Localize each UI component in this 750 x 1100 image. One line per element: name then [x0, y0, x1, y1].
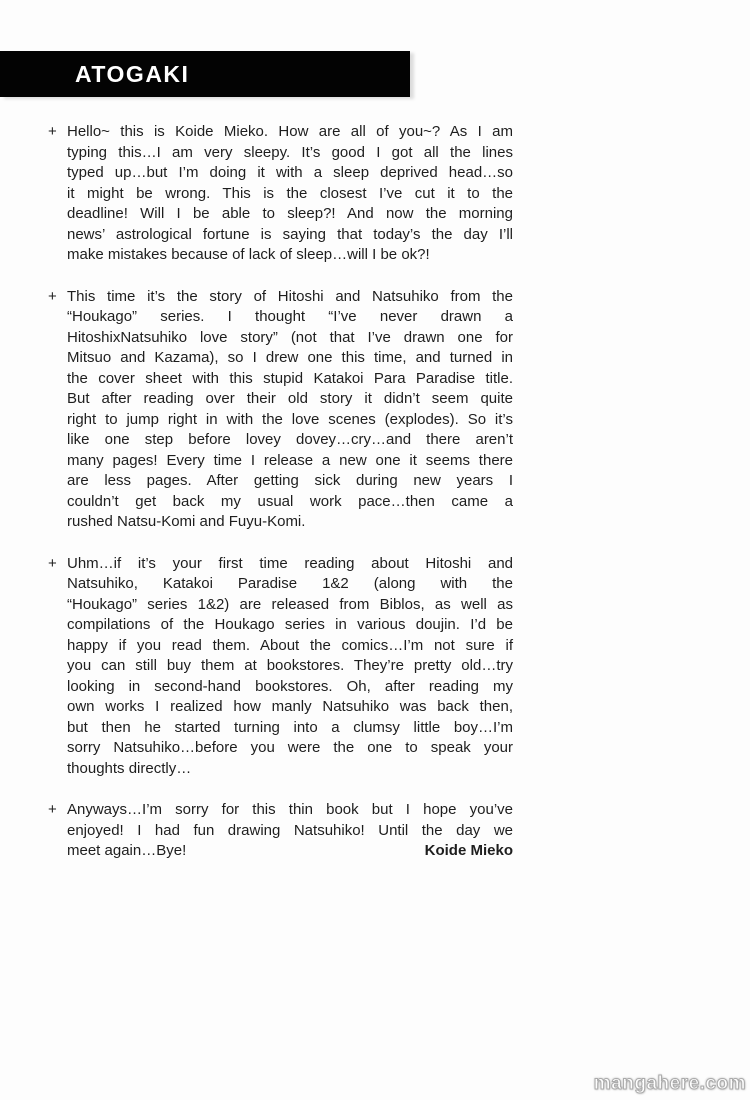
watermark-text: mangahere.com [593, 1073, 746, 1094]
paragraph [48, 554, 513, 780]
paragraph-line: make mistakes because of lack of sleep…will I be ok?! [67, 246, 430, 263]
paragraph [48, 287, 513, 533]
signature-name: Koide Mieko [424, 842, 513, 859]
paragraph-line: like one step before lovey dovey…cry…and there aren’t [67, 431, 513, 448]
paragraph-line: you can still buy them at bookstores. They’re pretty old…try [67, 657, 513, 674]
paragraph [48, 122, 513, 266]
paragraph-line: right to jump right in with the love scenes (explodes). So it’s [67, 410, 513, 428]
paragraph-line: but then he started turning into a clumsy little boy…I’m [67, 718, 513, 736]
paragraph-line: happy if you read them. About the comics…I’m not sure if [67, 636, 513, 654]
paragraph [48, 800, 513, 862]
page-title: ATOGAKI [75, 61, 190, 87]
paragraph-line: thoughts directly… [67, 759, 192, 777]
paragraph-line: But after reading over their old story it didn’t seem quite [67, 390, 513, 407]
paragraph-line: Anyways…I’m sorry for this thin book but I hope you’ve [67, 801, 513, 818]
paragraph-line: rushed Natsu-Komi and Fuyu-Komi. [67, 513, 306, 530]
bullet-marker: + [48, 123, 57, 140]
paragraph-line: typed up…but I’m doing it with a sleep deprived head…so [67, 164, 513, 181]
paragraph-line: “Houkago” series. I thought “I’ve never drawn a [67, 308, 513, 325]
paragraph-line: news’ astrological fortune is saying that today’s the day I’ll [67, 225, 513, 243]
paragraph-line [67, 841, 513, 862]
closing-text: meet again…Bye! [67, 842, 187, 859]
paragraph-line: it might be wrong. This is the closest I’ve cut it to the [67, 184, 513, 202]
paragraph-line: Uhm…if it’s your first time reading about Hitoshi and [67, 554, 513, 572]
atogaki-banner [0, 51, 410, 97]
bullet-marker: + [48, 801, 57, 818]
afterword-text-block [48, 122, 513, 883]
paragraph-line: looking in second-hand bookstores. Oh, after reading my [67, 677, 513, 695]
paragraph-line: compilations of the Houkago series in various doujin. I’d be [67, 616, 513, 633]
paragraph-line: Natsuhiko, Katakoi Paradise 1&2 (along with the [67, 575, 513, 592]
paragraph-line: sorry Natsuhiko…before you were the one to speak your [67, 739, 513, 756]
paragraph-line: Mitsuo and Kazama), so I drew one this time, and turned in [67, 349, 513, 366]
paragraph-line: typing this…I am very sleepy. It’s good I got all the lines [67, 143, 513, 161]
paragraph-line: “Houkago” series 1&2) are released from Biblos, as well as [67, 595, 513, 613]
paragraph-line: HitoshixNatsuhiko love story” (not that I’ve drawn one for [67, 328, 513, 346]
paragraph-line: deadline! Will I be able to sleep?! And now the morning [67, 205, 513, 222]
paragraph-line: Hello~ this is Koide Mieko. How are all of you~? As I am [67, 123, 513, 140]
paragraph-line: This time it’s the story of Hitoshi and Natsuhiko from the [67, 287, 513, 305]
paragraph-line: the cover sheet with this stupid Katakoi Para Paradise title. [67, 369, 513, 387]
paragraph-line: many pages! Every time I release a new one it seems there [67, 451, 513, 469]
paragraph-line: own works I realized how manly Natsuhiko was back then, [67, 698, 513, 715]
paragraph-line: couldn’t get back my usual work pace…then came a [67, 492, 513, 510]
paragraph-line: enjoyed! I had fun drawing Natsuhiko! Until the day we [67, 821, 513, 839]
bullet-marker: + [48, 554, 57, 572]
paragraph-line: are less pages. After getting sick during new years I [67, 472, 513, 489]
bullet-marker: + [48, 287, 57, 305]
